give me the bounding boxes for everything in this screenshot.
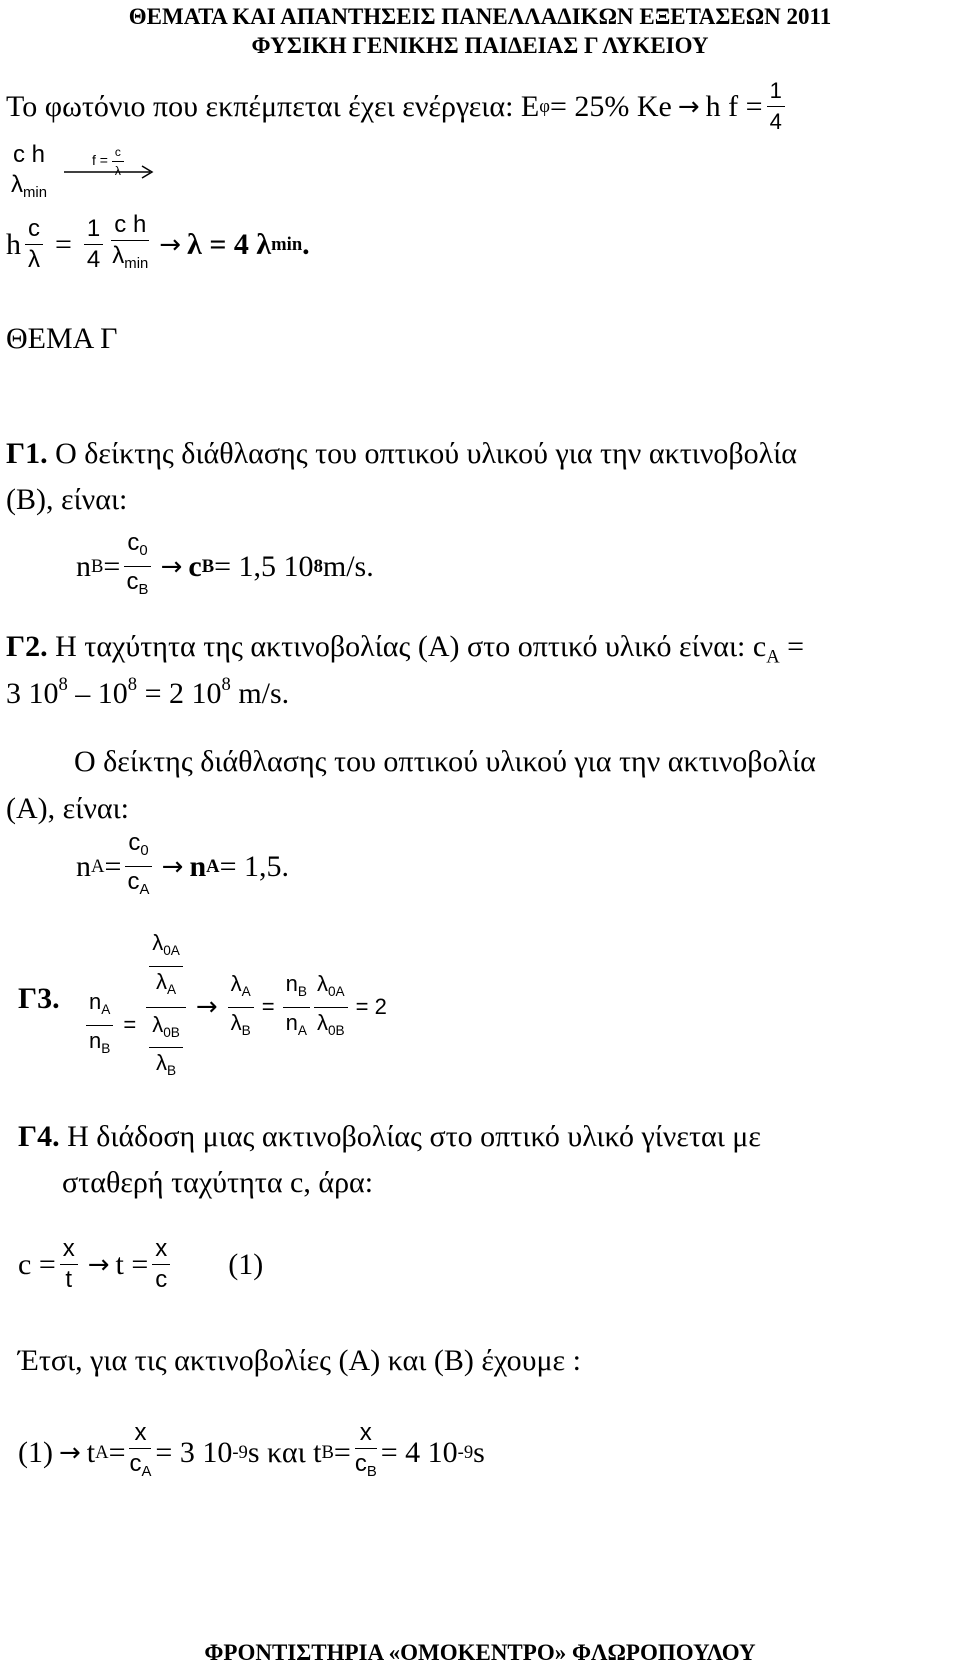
g3-equation: $\frac{n_A}{n_B}$ = $\frac{\frac{\lambda_{0A}}{\lambda_A}}{\frac{\lambda_{0B}}{\lambda_B}}$ → $\frac{\lambda_A}{\lambda_B}$ = $\frac{n_B}{n_A}$ $\frac{\lambda_{0A}}{\lambda_{0B}}$ = 2 bbox=[82, 930, 387, 1084]
g3-label: Γ3. bbox=[18, 982, 60, 1015]
arrow-icon: → bbox=[58, 1437, 81, 1468]
arrow-icon: → bbox=[160, 551, 183, 582]
g4-equation-1: c = $\frac{x}{t}$ → t = $\frac{x}{c}$ (1) bbox=[18, 1235, 264, 1293]
arrow-icon: → bbox=[161, 851, 184, 882]
g2-text-line-2: 3 $10^8 - 10^8 = 2$ $10^8$ m/s. bbox=[6, 674, 290, 711]
theme-title: ΘΕΜΑ Γ bbox=[6, 322, 118, 355]
arrow-icon: → bbox=[677, 91, 700, 122]
ch-over-lmin: c h $\lambda_{min}$ bbox=[11, 141, 47, 202]
g4-text-line-1: Γ4. Η διάδοση μιας ακτινοβολίας στο οπτικό υλικό γίνεται με bbox=[18, 1120, 761, 1153]
arrow-icon: → bbox=[87, 1249, 110, 1280]
compound-fraction: $\frac{\frac{\lambda_{0A}}{\lambda_A}}{\frac{\lambda_{0B}}{\lambda_B}}$ bbox=[146, 930, 186, 1084]
fraction-one-quarter: $\frac{1}{4}$ bbox=[767, 78, 785, 135]
g4-equation-2: (1) → t A = $\frac{x}{c_A}$ = 3 10 -9 s και t B = $\frac{x}{c_B}$ = 4 10 -9 s bbox=[18, 1419, 485, 1481]
g2-text-line-4: (Α), είναι: bbox=[6, 792, 130, 825]
arrow-icon: → bbox=[159, 229, 182, 260]
g4-text-line-2: σταθερή ταχύτητα c, άρα: bbox=[62, 1166, 374, 1199]
f-eq-c-over-l: f = $\frac{c}{\lambda}$ bbox=[92, 145, 124, 178]
g2-text-line-1: Γ2. Η ταχύτητα της ακτινοβολίας (Α) στο οπτικό υλικό είναι: $c_A$ = bbox=[6, 630, 805, 668]
long-arrow-icon bbox=[64, 160, 156, 180]
g1-text-line-1: Γ1. Ο δείκτης διάθλασης του οπτικού υλικού για την ακτινοβολία bbox=[6, 437, 797, 470]
header-line-1: ΘΕΜΑΤΑ ΚΑΙ ΑΠΑΝΤΗΣΕΙΣ ΠΑΝΕΛΛΑΔΙΚΩΝ ΕΞΕΤΑΣΕΩΝ 2011 bbox=[128, 4, 832, 29]
footer: ΦΡΟΝΤΙΣΤΗΡΙΑ «ΟΜΟΚΕΝΤΡΟ» ΦΛΩΡΟΠΟΥΛΟΥ bbox=[204, 1640, 756, 1665]
g2-text-line-3: Ο δείκτης διάθλασης του οπτικού υλικού για την ακτινοβολία bbox=[74, 745, 816, 778]
g4-text-line-3: Έτσι, για τις ακτινοβολίες (Α) και (Β) έχουμε : bbox=[18, 1344, 581, 1377]
photon-energy-line: Το φωτόνιο που εκπέμπεται έχει ενέργεια: Ε φ = 25% Κe → h f = $\frac{1}{4}$ bbox=[6, 78, 789, 135]
g2-equation: n A = $\frac{c_0}{c_A}$ → n A = 1,5. bbox=[76, 829, 289, 899]
g1-equation: n B = $\frac{c_0}{c_B}$ → c B = 1,5 10 8 m/s. bbox=[76, 529, 374, 599]
arrow-icon: → bbox=[195, 992, 218, 1023]
header-line-2: ΦΥΣΙΚΗ ΓΕΝΙΚΗΣ ΠΑΙΔΕΙΑΣ Γ ΛΥΚΕΙΟΥ bbox=[251, 33, 709, 58]
equation-lambda: h $\frac{c}{\lambda}$ = $\frac{1}{4}$ $\frac{\text{c h}}{\lambda_{min}}$ → λ = 4 λ min . bbox=[6, 211, 310, 274]
g1-text-line-2: (Β), είναι: bbox=[6, 483, 128, 516]
